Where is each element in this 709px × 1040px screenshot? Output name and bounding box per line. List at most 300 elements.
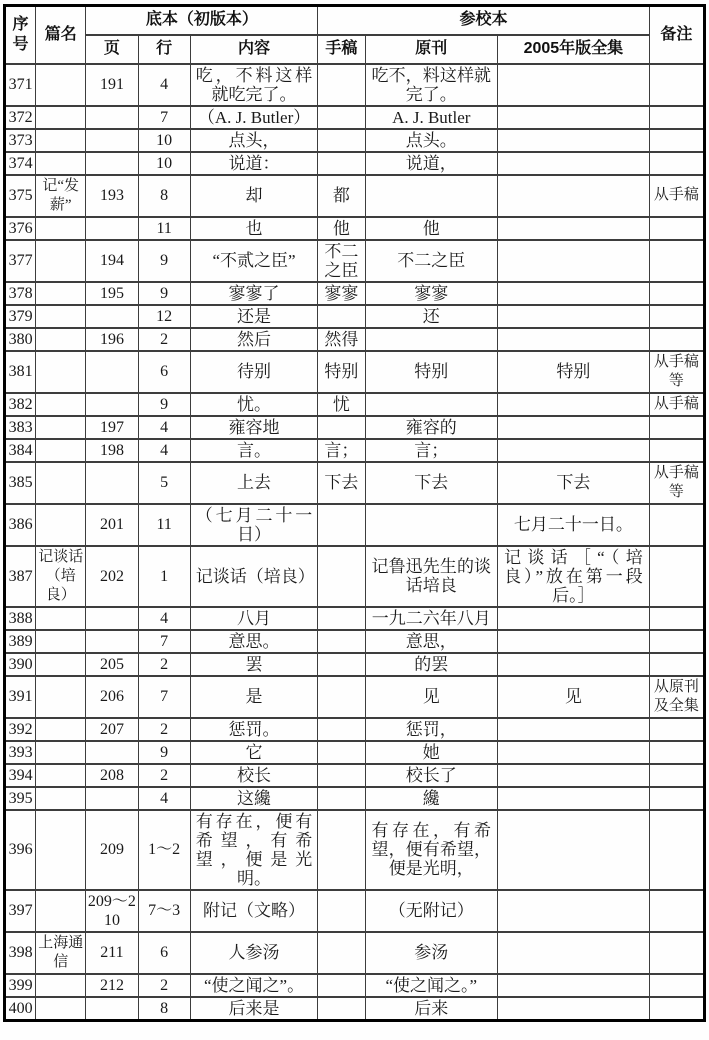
cell-note bbox=[649, 764, 704, 787]
cell-piece-title: 记谈话（培良） bbox=[36, 546, 86, 607]
cell-piece-title bbox=[36, 630, 86, 653]
cell-serial-number: 378 bbox=[5, 282, 36, 305]
cell-note bbox=[649, 653, 704, 676]
table-row bbox=[5, 504, 705, 546]
cell-original-publication: 他 bbox=[365, 217, 498, 240]
cell-page bbox=[86, 997, 138, 1021]
cell-note bbox=[649, 974, 704, 997]
cell-original-publication: 雍容的 bbox=[365, 416, 498, 439]
cell-page bbox=[86, 787, 138, 810]
header-group-reference-editions: 参校本 bbox=[318, 6, 649, 35]
cell-note: 从手稿 bbox=[649, 393, 704, 416]
cell-piece-title bbox=[36, 741, 86, 764]
cell-content: 点头， bbox=[190, 129, 318, 152]
cell-line: 11 bbox=[138, 217, 190, 240]
cell-note bbox=[649, 787, 704, 810]
cell-content: 待别 bbox=[190, 351, 318, 393]
cell-serial-number: 392 bbox=[5, 718, 36, 741]
cell-serial-number: 381 bbox=[5, 351, 36, 393]
cell-note: 从原刊及全集 bbox=[649, 676, 704, 718]
cell-manuscript: 他 bbox=[318, 217, 365, 240]
table-row bbox=[5, 890, 705, 932]
table-row bbox=[5, 974, 705, 997]
cell-2005-complete-works bbox=[498, 607, 650, 630]
cell-note bbox=[649, 890, 704, 932]
table-row bbox=[5, 217, 705, 240]
cell-piece-title bbox=[36, 328, 86, 351]
cell-piece-title bbox=[36, 351, 86, 393]
cell-note bbox=[649, 106, 704, 129]
cell-manuscript bbox=[318, 546, 365, 607]
table-row bbox=[5, 741, 705, 764]
cell-piece-title bbox=[36, 718, 86, 741]
cell-serial-number: 400 bbox=[5, 997, 36, 1021]
cell-original-publication: 特别 bbox=[365, 351, 498, 393]
cell-line: 9 bbox=[138, 240, 190, 282]
cell-content: 附记（文略） bbox=[190, 890, 318, 932]
cell-2005-complete-works bbox=[498, 64, 650, 106]
cell-note bbox=[649, 607, 704, 630]
cell-content: 然后 bbox=[190, 328, 318, 351]
cell-line: 2 bbox=[138, 653, 190, 676]
cell-2005-complete-works bbox=[498, 240, 650, 282]
cell-serial-number: 379 bbox=[5, 305, 36, 328]
cell-manuscript: 然得 bbox=[318, 328, 365, 351]
cell-page: 194 bbox=[86, 240, 138, 282]
cell-piece-title bbox=[36, 106, 86, 129]
table-row bbox=[5, 393, 705, 416]
cell-original-publication bbox=[365, 393, 498, 416]
header-piece-title: 篇名 bbox=[36, 6, 86, 64]
cell-note bbox=[649, 129, 704, 152]
cell-original-publication: 意思， bbox=[365, 630, 498, 653]
cell-note bbox=[649, 152, 704, 175]
cell-2005-complete-works bbox=[498, 305, 650, 328]
cell-manuscript bbox=[318, 974, 365, 997]
cell-note bbox=[649, 630, 704, 653]
cell-piece-title bbox=[36, 607, 86, 630]
table-row bbox=[5, 653, 705, 676]
cell-2005-complete-works bbox=[498, 282, 650, 305]
cell-note bbox=[649, 64, 704, 106]
cell-serial-number: 373 bbox=[5, 129, 36, 152]
cell-line: 7 bbox=[138, 106, 190, 129]
cell-serial-number: 377 bbox=[5, 240, 36, 282]
cell-content: 有存在，便有希望，有希望，便是光明。 bbox=[190, 810, 318, 890]
cell-line: 8 bbox=[138, 175, 190, 217]
cell-content: 忧。 bbox=[190, 393, 318, 416]
cell-piece-title bbox=[36, 997, 86, 1021]
header-row-groups bbox=[5, 6, 705, 35]
cell-line: 9 bbox=[138, 741, 190, 764]
cell-original-publication: A. J. Butler bbox=[365, 106, 498, 129]
table-row bbox=[5, 439, 705, 462]
cell-original-publication: 有存在，有希望，便有希望，便是光明， bbox=[365, 810, 498, 890]
cell-2005-complete-works bbox=[498, 718, 650, 741]
cell-page: 205 bbox=[86, 653, 138, 676]
cell-manuscript bbox=[318, 932, 365, 974]
cell-manuscript bbox=[318, 764, 365, 787]
cell-manuscript: 忧 bbox=[318, 393, 365, 416]
cell-serial-number: 399 bbox=[5, 974, 36, 997]
cell-original-publication bbox=[365, 504, 498, 546]
cell-content: “使之闻之”。 bbox=[190, 974, 318, 997]
cell-page bbox=[86, 393, 138, 416]
cell-serial-number: 391 bbox=[5, 676, 36, 718]
table-row bbox=[5, 351, 705, 393]
cell-piece-title bbox=[36, 810, 86, 890]
cell-2005-complete-works bbox=[498, 653, 650, 676]
cell-line: 4 bbox=[138, 439, 190, 462]
cell-manuscript bbox=[318, 64, 365, 106]
cell-2005-complete-works bbox=[498, 974, 650, 997]
table-row bbox=[5, 282, 705, 305]
cell-serial-number: 371 bbox=[5, 64, 36, 106]
cell-content: （七月二十一日） bbox=[190, 504, 318, 546]
cell-line: 4 bbox=[138, 416, 190, 439]
header-2005-complete-works: 2005年版全集 bbox=[498, 35, 650, 64]
cell-content: 八月 bbox=[190, 607, 318, 630]
cell-content: 意思。 bbox=[190, 630, 318, 653]
cell-serial-number: 393 bbox=[5, 741, 36, 764]
table-row bbox=[5, 305, 705, 328]
cell-2005-complete-works bbox=[498, 741, 650, 764]
cell-piece-title bbox=[36, 152, 86, 175]
cell-page: 197 bbox=[86, 416, 138, 439]
cell-content: 记谈话（培良） bbox=[190, 546, 318, 607]
table-row bbox=[5, 630, 705, 653]
cell-original-publication: 一九二六年八月 bbox=[365, 607, 498, 630]
cell-piece-title bbox=[36, 890, 86, 932]
cell-original-publication: 见 bbox=[365, 676, 498, 718]
cell-page: 191 bbox=[86, 64, 138, 106]
table-row bbox=[5, 64, 705, 106]
cell-page: 209 bbox=[86, 810, 138, 890]
cell-manuscript: 特别 bbox=[318, 351, 365, 393]
header-manuscript: 手稿 bbox=[318, 35, 365, 64]
cell-note: 从手稿 bbox=[649, 175, 704, 217]
table-row bbox=[5, 932, 705, 974]
cell-original-publication: 不二之臣 bbox=[365, 240, 498, 282]
cell-manuscript bbox=[318, 106, 365, 129]
cell-note bbox=[649, 810, 704, 890]
cell-original-publication: 记鲁迅先生的谈话培良 bbox=[365, 546, 498, 607]
cell-serial-number: 395 bbox=[5, 787, 36, 810]
cell-content: 吃，不料这样就吃完了。 bbox=[190, 64, 318, 106]
cell-piece-title bbox=[36, 305, 86, 328]
cell-page: 193 bbox=[86, 175, 138, 217]
header-notes: 备注 bbox=[649, 6, 704, 64]
cell-original-publication: 校长了 bbox=[365, 764, 498, 787]
cell-serial-number: 372 bbox=[5, 106, 36, 129]
cell-manuscript bbox=[318, 810, 365, 890]
cell-original-publication: 下去 bbox=[365, 462, 498, 504]
cell-line: 2 bbox=[138, 974, 190, 997]
cell-original-publication: 还 bbox=[365, 305, 498, 328]
cell-content: 雍容地 bbox=[190, 416, 318, 439]
cell-2005-complete-works: 下去 bbox=[498, 462, 650, 504]
cell-line: 2 bbox=[138, 764, 190, 787]
cell-content: 惩罚。 bbox=[190, 718, 318, 741]
cell-manuscript bbox=[318, 305, 365, 328]
cell-piece-title bbox=[36, 416, 86, 439]
cell-manuscript: 言； bbox=[318, 439, 365, 462]
table-row bbox=[5, 152, 705, 175]
cell-original-publication: 参汤 bbox=[365, 932, 498, 974]
table-row bbox=[5, 416, 705, 439]
cell-line: 6 bbox=[138, 932, 190, 974]
cell-2005-complete-works bbox=[498, 175, 650, 217]
cell-manuscript: 下去 bbox=[318, 462, 365, 504]
cell-line: 1～2 bbox=[138, 810, 190, 890]
cell-2005-complete-works bbox=[498, 787, 650, 810]
cell-piece-title: 上海通信 bbox=[36, 932, 86, 974]
cell-serial-number: 390 bbox=[5, 653, 36, 676]
table-body bbox=[5, 64, 705, 1021]
cell-line: 2 bbox=[138, 718, 190, 741]
cell-2005-complete-works bbox=[498, 217, 650, 240]
cell-note bbox=[649, 718, 704, 741]
cell-serial-number: 384 bbox=[5, 439, 36, 462]
cell-manuscript bbox=[318, 997, 365, 1021]
cell-original-publication: 她 bbox=[365, 741, 498, 764]
cell-content: 校长 bbox=[190, 764, 318, 787]
cell-page: 196 bbox=[86, 328, 138, 351]
cell-manuscript bbox=[318, 630, 365, 653]
cell-content: 是 bbox=[190, 676, 318, 718]
cell-original-publication: 后来 bbox=[365, 997, 498, 1021]
cell-note bbox=[649, 305, 704, 328]
cell-manuscript bbox=[318, 504, 365, 546]
cell-piece-title bbox=[36, 129, 86, 152]
cell-line: 9 bbox=[138, 393, 190, 416]
cell-line: 4 bbox=[138, 787, 190, 810]
cell-manuscript bbox=[318, 787, 365, 810]
table-row bbox=[5, 997, 705, 1021]
table-row bbox=[5, 787, 705, 810]
cell-2005-complete-works bbox=[498, 152, 650, 175]
cell-content: 罢 bbox=[190, 653, 318, 676]
cell-2005-complete-works bbox=[498, 810, 650, 890]
cell-serial-number: 398 bbox=[5, 932, 36, 974]
cell-content: 却 bbox=[190, 175, 318, 217]
cell-piece-title bbox=[36, 787, 86, 810]
cell-piece-title bbox=[36, 653, 86, 676]
cell-serial-number: 389 bbox=[5, 630, 36, 653]
cell-2005-complete-works bbox=[498, 328, 650, 351]
cell-piece-title bbox=[36, 282, 86, 305]
cell-page: 202 bbox=[86, 546, 138, 607]
cell-piece-title bbox=[36, 240, 86, 282]
cell-original-publication bbox=[365, 328, 498, 351]
cell-manuscript bbox=[318, 152, 365, 175]
cell-page: 211 bbox=[86, 932, 138, 974]
cell-manuscript: 不二之臣 bbox=[318, 240, 365, 282]
cell-note bbox=[649, 546, 704, 607]
cell-page bbox=[86, 462, 138, 504]
cell-content: 它 bbox=[190, 741, 318, 764]
cell-note bbox=[649, 328, 704, 351]
cell-note: 从手稿等 bbox=[649, 351, 704, 393]
cell-manuscript bbox=[318, 607, 365, 630]
cell-manuscript bbox=[318, 718, 365, 741]
cell-piece-title bbox=[36, 504, 86, 546]
cell-line: 10 bbox=[138, 152, 190, 175]
table-row bbox=[5, 718, 705, 741]
cell-serial-number: 388 bbox=[5, 607, 36, 630]
cell-content: “不贰之臣” bbox=[190, 240, 318, 282]
table-row bbox=[5, 106, 705, 129]
cell-note bbox=[649, 504, 704, 546]
cell-manuscript bbox=[318, 416, 365, 439]
cell-original-publication: （无附记） bbox=[365, 890, 498, 932]
cell-line: 7 bbox=[138, 676, 190, 718]
cell-original-publication: 的罢 bbox=[365, 653, 498, 676]
cell-original-publication: 惩罚， bbox=[365, 718, 498, 741]
cell-2005-complete-works: 特别 bbox=[498, 351, 650, 393]
table-row bbox=[5, 764, 705, 787]
cell-page: 209～210 bbox=[86, 890, 138, 932]
cell-note bbox=[649, 282, 704, 305]
cell-manuscript bbox=[318, 653, 365, 676]
cell-line: 2 bbox=[138, 328, 190, 351]
cell-content: 上去 bbox=[190, 462, 318, 504]
cell-page: 207 bbox=[86, 718, 138, 741]
cell-page: 198 bbox=[86, 439, 138, 462]
cell-original-publication: “使之闻之。” bbox=[365, 974, 498, 997]
cell-page bbox=[86, 106, 138, 129]
header-content: 内容 bbox=[190, 35, 318, 64]
cell-serial-number: 396 bbox=[5, 810, 36, 890]
cell-piece-title bbox=[36, 462, 86, 504]
cell-note bbox=[649, 741, 704, 764]
cell-content: 这纔 bbox=[190, 787, 318, 810]
cell-content: （A. J. Butler） bbox=[190, 106, 318, 129]
cell-serial-number: 383 bbox=[5, 416, 36, 439]
cell-serial-number: 385 bbox=[5, 462, 36, 504]
cell-line: 7 bbox=[138, 630, 190, 653]
cell-serial-number: 374 bbox=[5, 152, 36, 175]
header-original-publication: 原刊 bbox=[365, 35, 498, 64]
table-row bbox=[5, 607, 705, 630]
cell-piece-title bbox=[36, 764, 86, 787]
table-row bbox=[5, 462, 705, 504]
table-row bbox=[5, 810, 705, 890]
header-group-base-edition: 底本（初版本） bbox=[86, 6, 318, 35]
cell-serial-number: 386 bbox=[5, 504, 36, 546]
cell-page bbox=[86, 630, 138, 653]
cell-line: 5 bbox=[138, 462, 190, 504]
cell-note: 从手稿等 bbox=[649, 462, 704, 504]
cell-2005-complete-works bbox=[498, 997, 650, 1021]
cell-2005-complete-works: 七月二十一日。 bbox=[498, 504, 650, 546]
cell-page bbox=[86, 305, 138, 328]
cell-page bbox=[86, 152, 138, 175]
header-row-subcolumns bbox=[5, 35, 705, 64]
cell-piece-title bbox=[36, 439, 86, 462]
cell-line: 7～3 bbox=[138, 890, 190, 932]
cell-line: 10 bbox=[138, 129, 190, 152]
cell-line: 12 bbox=[138, 305, 190, 328]
cell-serial-number: 382 bbox=[5, 393, 36, 416]
table-row bbox=[5, 175, 705, 217]
cell-note bbox=[649, 217, 704, 240]
cell-serial-number: 397 bbox=[5, 890, 36, 932]
cell-page: 208 bbox=[86, 764, 138, 787]
cell-page bbox=[86, 217, 138, 240]
cell-serial-number: 375 bbox=[5, 175, 36, 217]
cell-note bbox=[649, 932, 704, 974]
table-row bbox=[5, 240, 705, 282]
cell-line: 9 bbox=[138, 282, 190, 305]
cell-2005-complete-works bbox=[498, 416, 650, 439]
cell-content: 寥寥了 bbox=[190, 282, 318, 305]
cell-note bbox=[649, 997, 704, 1021]
cell-piece-title bbox=[36, 64, 86, 106]
cell-content: 也 bbox=[190, 217, 318, 240]
cell-2005-complete-works bbox=[498, 129, 650, 152]
cell-2005-complete-works bbox=[498, 630, 650, 653]
collation-table bbox=[3, 4, 706, 1022]
cell-page: 212 bbox=[86, 974, 138, 997]
cell-original-publication bbox=[365, 175, 498, 217]
cell-content: 言。 bbox=[190, 439, 318, 462]
cell-line: 11 bbox=[138, 504, 190, 546]
cell-manuscript bbox=[318, 129, 365, 152]
table-row bbox=[5, 129, 705, 152]
cell-page: 201 bbox=[86, 504, 138, 546]
cell-original-publication: 说道， bbox=[365, 152, 498, 175]
cell-2005-complete-works bbox=[498, 439, 650, 462]
cell-content: 后来是 bbox=[190, 997, 318, 1021]
cell-line: 1 bbox=[138, 546, 190, 607]
cell-2005-complete-works bbox=[498, 764, 650, 787]
cell-original-publication: 寥寥 bbox=[365, 282, 498, 305]
header-line: 行 bbox=[138, 35, 190, 64]
cell-page bbox=[86, 129, 138, 152]
cell-2005-complete-works bbox=[498, 932, 650, 974]
cell-content: 还是 bbox=[190, 305, 318, 328]
cell-piece-title bbox=[36, 217, 86, 240]
cell-line: 4 bbox=[138, 64, 190, 106]
cell-original-publication: 言； bbox=[365, 439, 498, 462]
cell-note bbox=[649, 416, 704, 439]
cell-2005-complete-works: 见 bbox=[498, 676, 650, 718]
cell-page: 206 bbox=[86, 676, 138, 718]
cell-page: 195 bbox=[86, 282, 138, 305]
cell-original-publication: 吃不，料这样就完了。 bbox=[365, 64, 498, 106]
cell-2005-complete-works bbox=[498, 890, 650, 932]
cell-piece-title bbox=[36, 676, 86, 718]
header-serial-number: 序号 bbox=[5, 6, 36, 64]
cell-serial-number: 387 bbox=[5, 546, 36, 607]
cell-original-publication: 点头。 bbox=[365, 129, 498, 152]
cell-content: 说道： bbox=[190, 152, 318, 175]
cell-2005-complete-works bbox=[498, 393, 650, 416]
cell-piece-title: 记“发薪” bbox=[36, 175, 86, 217]
cell-serial-number: 380 bbox=[5, 328, 36, 351]
cell-page bbox=[86, 351, 138, 393]
table-row bbox=[5, 328, 705, 351]
cell-page bbox=[86, 741, 138, 764]
cell-content: 人参汤 bbox=[190, 932, 318, 974]
cell-manuscript bbox=[318, 890, 365, 932]
cell-line: 8 bbox=[138, 997, 190, 1021]
cell-manuscript bbox=[318, 676, 365, 718]
cell-manuscript: 都 bbox=[318, 175, 365, 217]
header-page: 页 bbox=[86, 35, 138, 64]
cell-manuscript bbox=[318, 741, 365, 764]
